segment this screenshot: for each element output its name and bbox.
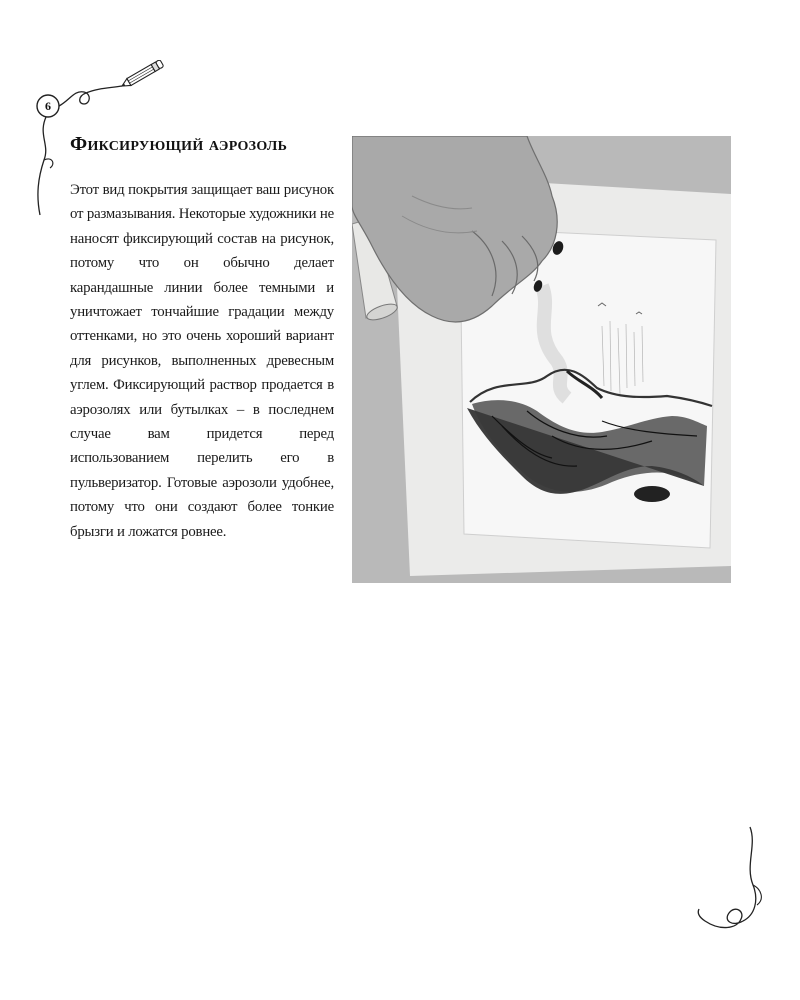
section-heading: Фиксирующий аэрозоль — [70, 133, 288, 155]
page-number: 6 — [45, 99, 51, 113]
fixative-spray-photo — [352, 136, 731, 583]
body-paragraph: Этот вид покрытия защищает ваш рисунок от размазывания. Некоторые художники не наносят фиксирующий состав на рисунок, потому что он обычно делает карандашные линии более темными и уничтожает тончайшие градации между оттенками, но это очень хороший вариант для рисунков, выполненных древесным углем. Фиксирующий раствор продается в аэрозолях или бутылках – в последнем случае вам придется перед использованием перелить его в пульверизатор. Готовые аэрозоли удобнее, потому что они создают более тонкие брызги и ложатся ровнее. — [70, 182, 334, 540]
pencil-icon — [120, 60, 164, 89]
flourish-ornament — [695, 825, 775, 935]
